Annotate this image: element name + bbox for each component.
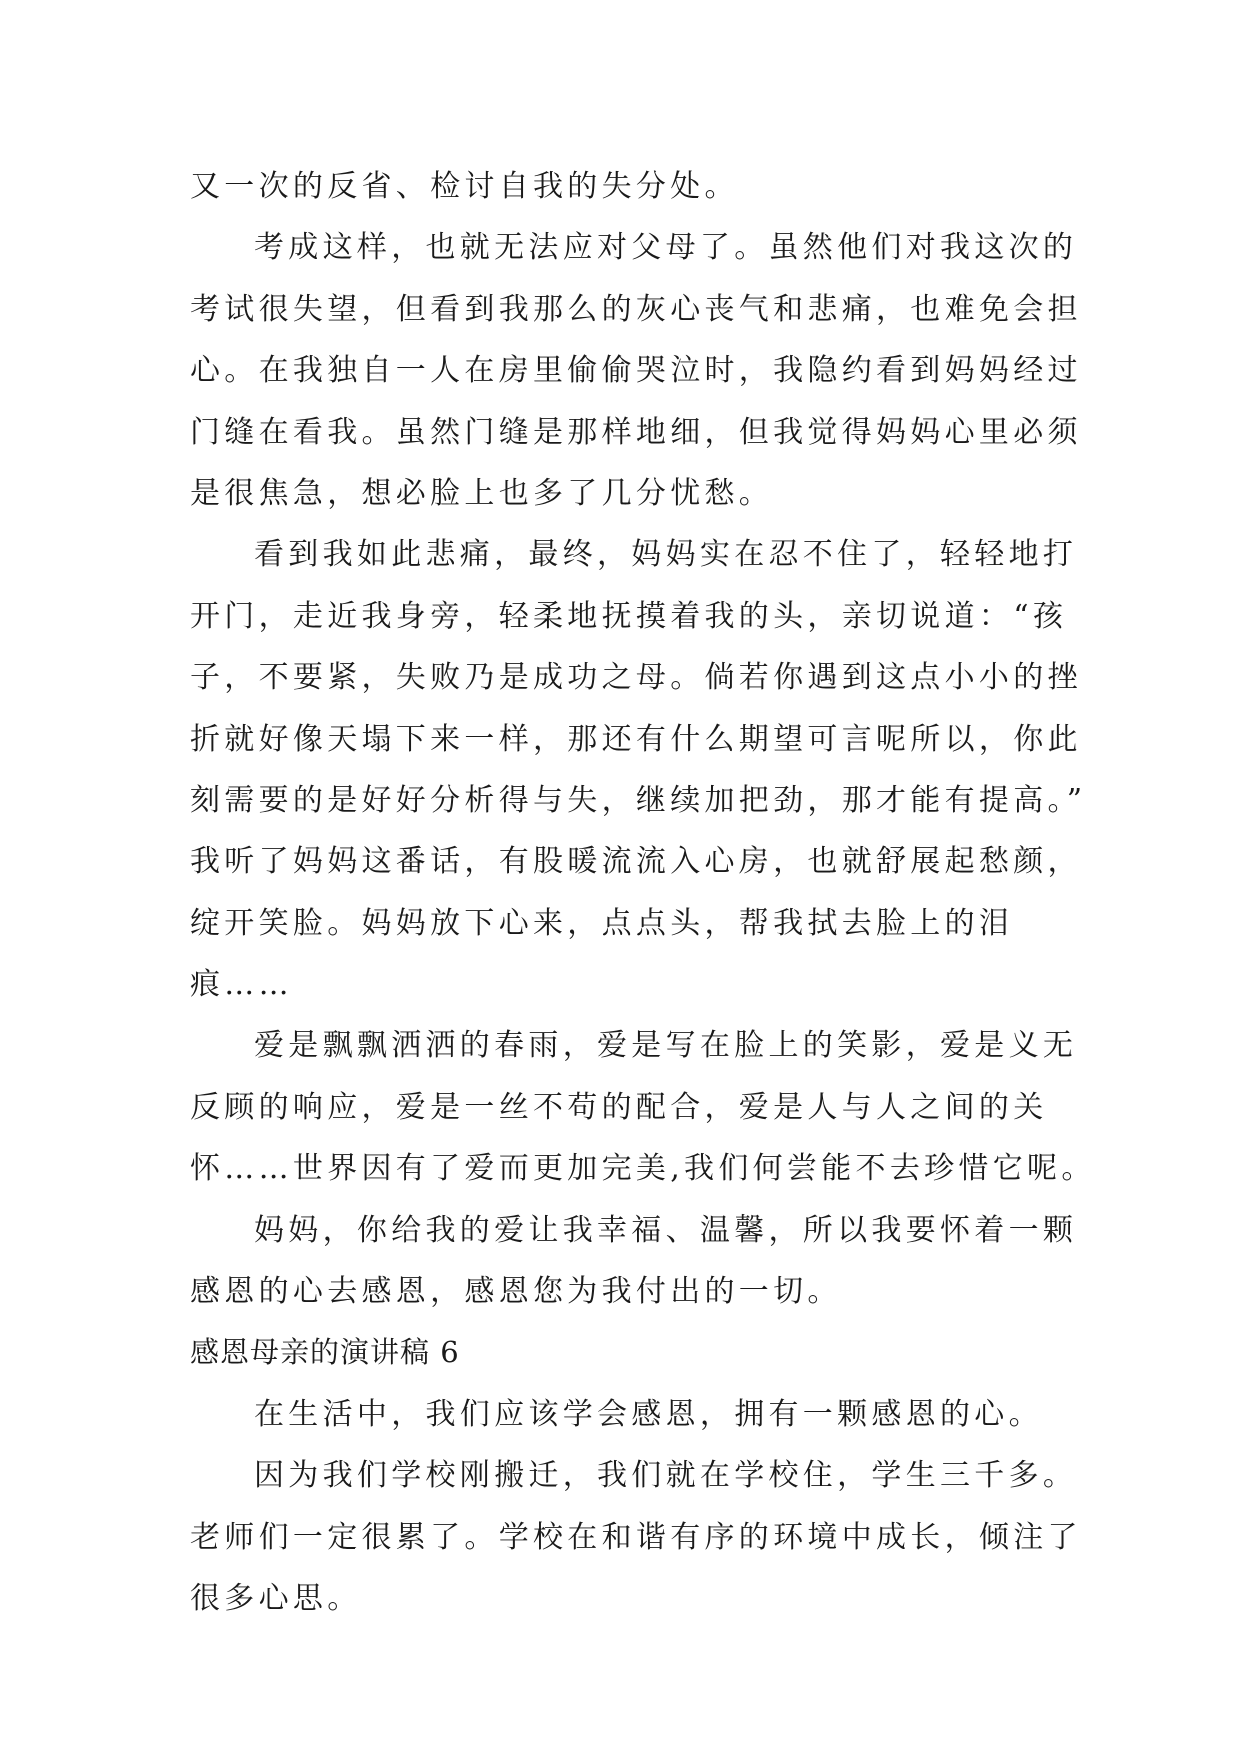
text-line: 在生活中，我们应该学会感恩，拥有一颗感恩的心。 xyxy=(254,1396,1043,1432)
text-line: 心。在我独自一人在房里偷偷哭泣时，我隐约看到妈妈经过 xyxy=(190,353,1082,389)
text-line: 妈妈，你给我的爱让我幸福、温馨，所以我要怀着一颗 xyxy=(254,1212,1078,1248)
text-line: 是很焦急，想必脸上也多了几分忧愁。 xyxy=(190,475,774,511)
document-body xyxy=(190,156,1096,1629)
text-line: 因为我们学校刚搬迁，我们就在学校住，学生三千多。 xyxy=(254,1458,1078,1494)
text-line: 刻需要的是好好分析得与失，继续加把劲，那才能有提高。” xyxy=(190,782,1087,818)
text-line: 又一次的反省、检讨自我的失分处。 xyxy=(190,169,739,204)
text-line: 开门，走近我身旁，轻柔地抚摸着我的头，亲切说道：“孩 xyxy=(190,598,1068,634)
text-line: 反顾的响应，爱是一丝不苟的配合，爱是人与人之间的关 xyxy=(190,1089,1048,1125)
text-line: 怀……世界因有了爱而更加完美,我们何尝能不去珍惜它呢。 xyxy=(190,1151,1096,1187)
text-line: 我听了妈妈这番话，有股暖流流入心房，也就舒展起愁颜， xyxy=(190,844,1082,880)
text-line: 折就好像天塌下来一样，那还有什么期望可言呢所以，你此 xyxy=(190,721,1082,757)
text-line: 痕…… xyxy=(190,967,293,1003)
text-line: 门缝在看我。虽然门缝是那样地细，但我觉得妈妈心里必须 xyxy=(190,414,1082,450)
text-line: 考试很失望，但看到我那么的灰心丧气和悲痛，也难免会担 xyxy=(190,291,1082,327)
text-line: 很多心思。 xyxy=(190,1580,362,1616)
text-line: 感恩的心去感恩，感恩您为我付出的一切。 xyxy=(190,1274,842,1310)
text-line: 绽开笑脸。妈妈放下心来，点点头，帮我拭去脸上的泪 xyxy=(190,905,1014,941)
section-heading: 感恩母亲的演讲稿 6 xyxy=(190,1335,460,1370)
text-line: 看到我如此悲痛，最终，妈妈实在忍不住了，轻轻地打 xyxy=(254,537,1078,573)
text-line: 考成这样，也就无法应对父母了。虽然他们对我这次的 xyxy=(254,230,1078,266)
text-line: 老师们一定很累了。学校在和谐有序的环境中成长，倾注了 xyxy=(190,1519,1082,1555)
text-line: 子，不要紧，失败乃是成功之母。倘若你遇到这点小小的挫 xyxy=(190,660,1082,696)
text-line: 爱是飘飘洒洒的春雨，爱是写在脸上的笑影，爱是义无 xyxy=(254,1028,1078,1064)
